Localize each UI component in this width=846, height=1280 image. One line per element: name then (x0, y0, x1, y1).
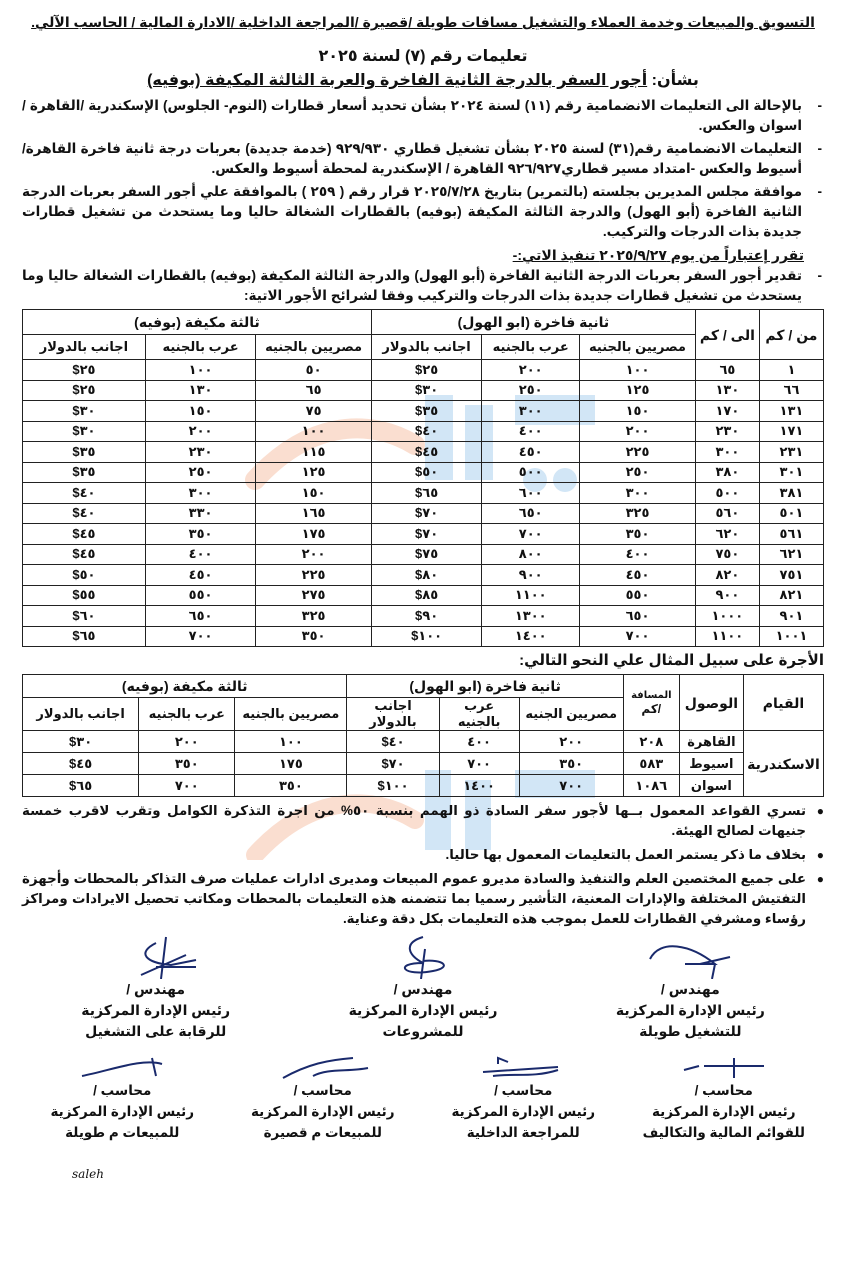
signatory-role: رئيس الإدارة المركزية (615, 1002, 765, 1018)
cell-second-foreigners: $٥٠ (371, 462, 481, 483)
cell-third-foreigners: $٣٠ (23, 731, 139, 753)
paragraph-reference-2 (22, 139, 824, 179)
fare-row (23, 421, 824, 442)
cell-third-arabs: ٢٠٠ (139, 731, 235, 753)
cell-to-km: ١٣٠ (695, 380, 759, 401)
cell-to-km: ٦٥ (695, 360, 759, 381)
signatory-dept: للمراجعة الداخلية (466, 1125, 580, 1140)
cell-third-foreigners: $٦٠ (23, 606, 146, 627)
cell-to-km: ٦٢٠ (695, 524, 759, 545)
note-text: تسري القواعد المعمول بــها لأجور سفر السادة ذو الهمم بنسبة ٥٠% من اجرة التذكرة الكوامل وتقرب لاقرب خمسة جنيهات لصالح الهيئة. (22, 803, 806, 838)
cell-third-egyptians: ٣٢٥ (256, 606, 372, 627)
fare-row (23, 401, 824, 422)
cell-third-arabs: ٢٥٠ (145, 462, 255, 483)
cell-second-arabs: ١٤٠٠ (439, 775, 519, 797)
cell-third-arabs: ٧٠٠ (145, 626, 255, 647)
signatory-internal-audit (423, 1056, 624, 1143)
cell-to-km: ٩٠٠ (695, 585, 759, 606)
cell-second-foreigners: $٦٥ (371, 483, 481, 504)
cell-second-egyptians: ٣٠٠ (580, 483, 696, 504)
header-departure: القيام (743, 675, 823, 731)
note-distribution (22, 869, 824, 929)
cell-second-arabs: ٤٠٠ (439, 731, 519, 753)
header-distance-label: المسافة (631, 689, 672, 701)
cell-third-arabs: ٣٣٠ (145, 503, 255, 524)
cell-to-km: ٢٣٠ (695, 421, 759, 442)
cell-arrival: القاهرة (679, 731, 743, 753)
cell-to-km: ١١٠٠ (695, 626, 759, 647)
cell-third-foreigners: $٣٥ (23, 442, 146, 463)
fare-row (23, 360, 824, 381)
instruction-title: تعليمات رقم (٧) لسنة ٢٠٢٥ (318, 48, 528, 65)
paragraph-text: موافقة مجلس المديرين بجلسته (بالتمرير) بتاريخ ٢٠٢٥/٧/٢٨ قرار رقم ( ٢٥٩ ) بالموافقة علي أجور السفر بعربات الدرجة الثانية الفاخرة (أبو الهول) والدرجة الثالثة المكيفة (بوفيه) بالقطارات الشغالة حاليا وما يستحدث من تشغيل قطارات جديدة بذات الدرجات والتركيب. (22, 184, 802, 239)
header-second-foreigners: اجانب بالدولار (371, 335, 481, 360)
cell-from-km: ٩٠١ (759, 606, 823, 627)
header-third-arabs: عرب بالجنيه (145, 335, 255, 360)
bullet-dot: ● (816, 848, 824, 862)
subject-prefix: بشأن: (647, 72, 699, 89)
header-second-egyptians: مصريين الجنيه (519, 698, 623, 731)
cell-from-km: ٣٨١ (759, 483, 823, 504)
signatory-title: محاسب / (293, 1083, 352, 1098)
cell-second-egyptians: ٤٥٠ (580, 565, 696, 586)
fare-row (23, 483, 824, 504)
fare-row (23, 585, 824, 606)
cell-third-arabs: ٣٥٠ (145, 524, 255, 545)
dash-bullet: - (817, 98, 822, 113)
header-second-class: ثانية فاخرة (ابو الهول) (371, 310, 695, 335)
cell-third-egyptians: ٢٠٠ (256, 544, 372, 565)
fare-row (23, 544, 824, 565)
header-arrival: الوصول (679, 675, 743, 731)
fare-row (23, 606, 824, 627)
cell-second-arabs: ٨٠٠ (482, 544, 580, 565)
signatory-title: محاسب / (694, 1083, 753, 1098)
signatory-dept: للرقابة على التشغيل (85, 1023, 227, 1039)
cell-second-egyptians: ١٥٠ (580, 401, 696, 422)
signatory-dept: للمبيعات م طويلة (65, 1125, 180, 1140)
cell-third-foreigners: $٤٥ (23, 544, 146, 565)
signatory-dept: للمشروعات (382, 1023, 464, 1039)
cell-from-km: ٦٢١ (759, 544, 823, 565)
cell-arrival: اسوان (679, 775, 743, 797)
cell-arrival: اسيوط (679, 753, 743, 775)
cell-third-foreigners: $٤٠ (23, 503, 146, 524)
cell-third-foreigners: $٢٥ (23, 360, 146, 381)
header-third-egyptians: مصريين بالجنيه (256, 335, 372, 360)
cell-second-egyptians: ٣٥٠ (519, 753, 623, 775)
cell-from-km: ١٠٠١ (759, 626, 823, 647)
cell-third-egyptians: ١١٥ (256, 442, 372, 463)
cell-second-foreigners: $١٠٠ (347, 775, 439, 797)
signatory-role: رئيس الإدارة المركزية (250, 1104, 395, 1119)
cell-third-arabs: ٥٥٠ (145, 585, 255, 606)
header-distance (623, 675, 679, 731)
header-third-arabs: عرب بالجنيه (139, 698, 235, 731)
signature-mark (473, 1056, 573, 1080)
signature-mark (72, 1056, 172, 1080)
cell-second-foreigners: $٧٠ (347, 753, 439, 775)
signatory-financial (624, 1056, 825, 1143)
cell-third-egyptians: ١٢٥ (256, 462, 372, 483)
signatures-row-accountants (22, 1056, 824, 1143)
cell-second-arabs: ٤٠٠ (482, 421, 580, 442)
cell-to-km: ٧٥٠ (695, 544, 759, 565)
note-special-needs (22, 801, 824, 841)
example-fare-table (22, 674, 824, 797)
signatory-dept: للقوائم المالية والتكاليف (642, 1125, 805, 1140)
signatory-role: رئيس الإدارة المركزية (81, 1002, 231, 1018)
cell-second-arabs: ١١٠٠ (482, 585, 580, 606)
signatory-ops-control (22, 935, 289, 1042)
cell-second-egyptians: ٧٠٠ (519, 775, 623, 797)
cell-third-egyptians: ٢٢٥ (256, 565, 372, 586)
cell-second-arabs: ٧٠٠ (482, 524, 580, 545)
fare-row (23, 462, 824, 483)
signatory-dept: للمبيعات م قصيرة (263, 1125, 382, 1140)
cell-to-km: ٥٦٠ (695, 503, 759, 524)
cell-third-foreigners: $٦٥ (23, 626, 146, 647)
cell-second-foreigners: $٨٥ (371, 585, 481, 606)
header-second-foreigners: اجانب بالدولار (347, 698, 439, 731)
bullet-dot: ● (816, 804, 824, 818)
header-third-egyptians: مصريين بالجنيه (235, 698, 347, 731)
header-distance-unit: /كم (641, 701, 662, 716)
cell-third-arabs: ٢٣٠ (145, 442, 255, 463)
subject-text: أجور السفر بالدرجة الثانية الفاخرة والعربة الثالثة المكيفة (بوفيه) (147, 72, 648, 89)
fare-row (23, 565, 824, 586)
cell-second-foreigners: $٤٥ (371, 442, 481, 463)
cell-third-egyptians: ٥٠ (256, 360, 372, 381)
cell-third-arabs: ٤٠٠ (145, 544, 255, 565)
signatory-role: رئيس الإدارة المركزية (50, 1104, 195, 1119)
cell-third-arabs: ١٣٠ (145, 380, 255, 401)
cell-third-arabs: ٣٠٠ (145, 483, 255, 504)
cell-third-arabs: ٦٥٠ (145, 606, 255, 627)
cell-third-arabs: ١٥٠ (145, 401, 255, 422)
departments-header: التسويق والمبيعات وخدمة العملاء والتشغيل مسافات طويلة /قصيرة /المراجعة الداخلية /الادارة المالية / الحاسب الآلي. (31, 14, 815, 30)
example-row (23, 731, 824, 753)
cell-third-foreigners: $٤٥ (23, 524, 146, 545)
cell-third-arabs: ٢٠٠ (145, 421, 255, 442)
header-from-km: من / كم (759, 310, 823, 360)
signatory-title: محاسب / (494, 1083, 553, 1098)
cell-third-egyptians: ٣٥٠ (235, 775, 347, 797)
paragraph-text: بالإحالة الى التعليمات الانضمامية رقم (١١) لسنة ٢٠٢٤ بشأن تحديد أسعار قطارات (النوم- الجلوس) الإسكندرية /القاهرة /اسوان والعكس. (22, 98, 802, 133)
signatory-title: مهندس / (393, 981, 453, 997)
cell-second-foreigners: $١٠٠ (371, 626, 481, 647)
cell-second-egyptians: ١٢٥ (580, 380, 696, 401)
cell-distance: ١٠٨٦ (623, 775, 679, 797)
cell-second-egyptians: ١٠٠ (580, 360, 696, 381)
cell-third-foreigners: $٥٥ (23, 585, 146, 606)
cell-second-arabs: ٩٠٠ (482, 565, 580, 586)
decision-heading: تقرر إعتباراً من يوم ٢٠٢٥/٩/٢٧ تنفيذ الاتي:- (512, 247, 804, 263)
cell-third-foreigners: $٣٥ (23, 462, 146, 483)
cell-third-arabs: ٣٥٠ (139, 753, 235, 775)
cell-third-foreigners: $٦٥ (23, 775, 139, 797)
cell-second-foreigners: $٤٠ (371, 421, 481, 442)
cell-third-egyptians: ٢٧٥ (256, 585, 372, 606)
cell-second-egyptians: ٦٥٠ (580, 606, 696, 627)
cell-second-arabs: ٦٠٠ (482, 483, 580, 504)
cell-from-km: ٥٦١ (759, 524, 823, 545)
fare-row (23, 503, 824, 524)
cell-distance: ٥٨٣ (623, 753, 679, 775)
cell-departure: الاسكندرية (743, 731, 823, 797)
signatory-title: مهندس / (660, 981, 720, 997)
signature-mark (273, 1056, 373, 1080)
cell-second-arabs: ٥٠٠ (482, 462, 580, 483)
cell-second-arabs: ١٤٠٠ (482, 626, 580, 647)
cell-third-egyptians: ١٦٥ (256, 503, 372, 524)
cell-from-km: ٣٠١ (759, 462, 823, 483)
signature-mark (674, 1056, 774, 1080)
cell-third-foreigners: $٣٠ (23, 401, 146, 422)
example-title: الأجرة على سبيل المثال علي النحو التالي: (519, 652, 824, 669)
cell-second-egyptians: ٥٥٠ (580, 585, 696, 606)
signatory-title: محاسب / (93, 1083, 152, 1098)
cell-second-egyptians: ٢٢٥ (580, 442, 696, 463)
cell-second-arabs: ١٣٠٠ (482, 606, 580, 627)
header-second-egyptians: مصريين بالجنيه (580, 335, 696, 360)
cell-second-foreigners: $٧٠ (371, 503, 481, 524)
paragraph-reference-1 (22, 96, 824, 136)
cell-second-egyptians: ٢٠٠ (580, 421, 696, 442)
fare-table (22, 309, 824, 647)
cell-third-foreigners: $٤٠ (23, 483, 146, 504)
header-third-class: ثالثة مكيفة (بوفيه) (23, 675, 347, 698)
decision-item (22, 266, 824, 306)
paragraph-text: التعليمات الانضمامية رقم(٣١) لسنة ٢٠٢٥ بشأن تشغيل قطاري ٩٢٩/٩٣٠ (خدمة جديدة) بعربات درجة ثانية فاخرة القاهرة/ أسيوط والعكس -امتداد مسير قطاري٩٢٦/٩٢٧ القاهرة / الإسكندرية لمحطة أسيوط والعكس. (22, 141, 802, 176)
dash-bullet: - (817, 184, 822, 199)
cell-third-egyptians: ١٠٠ (235, 731, 347, 753)
example-row (23, 775, 824, 797)
cell-second-egyptians: ٢٥٠ (580, 462, 696, 483)
paragraph-board-approval (22, 182, 824, 242)
cell-from-km: ٧٥١ (759, 565, 823, 586)
signature-mark (96, 935, 216, 979)
cell-distance: ٢٠٨ (623, 731, 679, 753)
cell-third-arabs: ٤٥٠ (145, 565, 255, 586)
fare-row (23, 524, 824, 545)
fare-row (23, 380, 824, 401)
cell-from-km: ١٣١ (759, 401, 823, 422)
signature-mark (630, 935, 750, 979)
fare-row (23, 442, 824, 463)
header-third-foreigners: اجانب بالدولار (23, 698, 139, 731)
header-third-foreigners: اجانب بالدولار (23, 335, 146, 360)
cell-third-foreigners: $٢٥ (23, 380, 146, 401)
cell-third-egyptians: ٣٥٠ (256, 626, 372, 647)
cell-to-km: ١٠٠٠ (695, 606, 759, 627)
signatory-sales-short (223, 1056, 424, 1143)
note-continue-rules (22, 845, 824, 865)
cell-second-egyptians: ٧٠٠ (580, 626, 696, 647)
cell-second-egyptians: ٤٠٠ (580, 544, 696, 565)
subject-line (22, 70, 824, 92)
signatory-role: رئيس الإدارة المركزية (348, 1002, 498, 1018)
cell-from-km: ٢٣١ (759, 442, 823, 463)
cell-second-foreigners: $٧٠ (371, 524, 481, 545)
dash-bullet: - (817, 268, 822, 283)
bullet-dot: ● (816, 872, 824, 886)
cell-second-arabs: ٤٥٠ (482, 442, 580, 463)
cell-second-egyptians: ٢٠٠ (519, 731, 623, 753)
cell-second-foreigners: $٩٠ (371, 606, 481, 627)
cell-from-km: ١٧١ (759, 421, 823, 442)
cell-to-km: ٣٨٠ (695, 462, 759, 483)
cell-third-egyptians: ١٧٥ (235, 753, 347, 775)
cell-second-egyptians: ٣٢٥ (580, 503, 696, 524)
cell-third-egyptians: ١٧٥ (256, 524, 372, 545)
cell-second-egyptians: ٣٥٠ (580, 524, 696, 545)
cell-to-km: ٣٠٠ (695, 442, 759, 463)
dash-bullet: - (817, 141, 822, 156)
decision-item-text: تقدير أجور السفر بعربات الدرجة الثانية الفاخرة (أبو الهول) والدرجة الثالثة المكيفة (بوفيه) بالقطارات الشغالة حاليا وما يستحدث من تشغيل قطارات جديدة بذات الدرجات والتركيب وفقا لشرائح الأجور الاتية: (22, 268, 802, 303)
cell-second-foreigners: $٢٥ (371, 360, 481, 381)
signatory-ops-long (557, 935, 824, 1042)
signature-mark (363, 935, 483, 979)
cell-third-foreigners: $٣٠ (23, 421, 146, 442)
cell-from-km: ٨٢١ (759, 585, 823, 606)
signatory-role: رئيس الإدارة المركزية (451, 1104, 596, 1119)
header-second-class: ثانية فاخرة (ابو الهول) (347, 675, 623, 698)
note-text: على جميع المختصين العلم والتنفيذ والسادة مديرو عموم المبيعات ومديرى ادارات عمليات صرف التذاكر بالمحطات وأجهزة التفتيش المختلفة والإدارات المعنية، التأشير رسميا بما تتضمنه هذه التعليمات بالمحطات ومكاتب تحصيل الايرادات ومراكز رؤساء ومشرفي القطارات للعمل بموجب هذه التعليمات بكل دقة وعناية. (22, 871, 806, 926)
cell-to-km: ٨٢٠ (695, 565, 759, 586)
signatory-sales-long (22, 1056, 223, 1143)
signatory-dept: للتشغيل طويلة (639, 1023, 742, 1039)
header-to-km: الى / كم (695, 310, 759, 360)
signatory-role: رئيس الإدارة المركزية (651, 1104, 796, 1119)
cell-second-arabs: ٢٠٠ (482, 360, 580, 381)
cell-third-arabs: ١٠٠ (145, 360, 255, 381)
cell-third-foreigners: $٤٥ (23, 753, 139, 775)
cell-second-foreigners: $٤٠ (347, 731, 439, 753)
header-second-arabs: عرب بالجنيه (482, 335, 580, 360)
signatures-row-engineers (22, 935, 824, 1042)
signatory-title: مهندس / (126, 981, 186, 997)
cell-to-km: ١٧٠ (695, 401, 759, 422)
cell-third-foreigners: $٥٠ (23, 565, 146, 586)
cell-third-arabs: ٧٠٠ (139, 775, 235, 797)
cell-second-foreigners: $٣٥ (371, 401, 481, 422)
cell-second-foreigners: $٨٠ (371, 565, 481, 586)
note-text: بخلاف ما ذكر يستمر العمل بالتعليمات المعمول بها حاليا. (445, 847, 806, 862)
fare-row (23, 626, 824, 647)
cell-from-km: ٦٦ (759, 380, 823, 401)
cell-third-egyptians: ٦٥ (256, 380, 372, 401)
cell-third-egyptians: ١٠٠ (256, 421, 372, 442)
cell-from-km: ١ (759, 360, 823, 381)
cell-second-arabs: ٣٠٠ (482, 401, 580, 422)
header-second-arabs: عرب بالجنيه (439, 698, 519, 731)
footer-mark: saleh (72, 1167, 104, 1181)
cell-third-egyptians: ١٥٠ (256, 483, 372, 504)
cell-second-arabs: ٢٥٠ (482, 380, 580, 401)
cell-from-km: ٥٠١ (759, 503, 823, 524)
signatory-projects (289, 935, 556, 1042)
cell-to-km: ٥٠٠ (695, 483, 759, 504)
cell-second-foreigners: $٧٥ (371, 544, 481, 565)
cell-third-egyptians: ٧٥ (256, 401, 372, 422)
example-row (23, 753, 824, 775)
cell-second-arabs: ٦٥٠ (482, 503, 580, 524)
cell-second-arabs: ٧٠٠ (439, 753, 519, 775)
cell-second-foreigners: $٣٠ (371, 380, 481, 401)
header-third-class: ثالثة مكيفة (بوفيه) (23, 310, 372, 335)
